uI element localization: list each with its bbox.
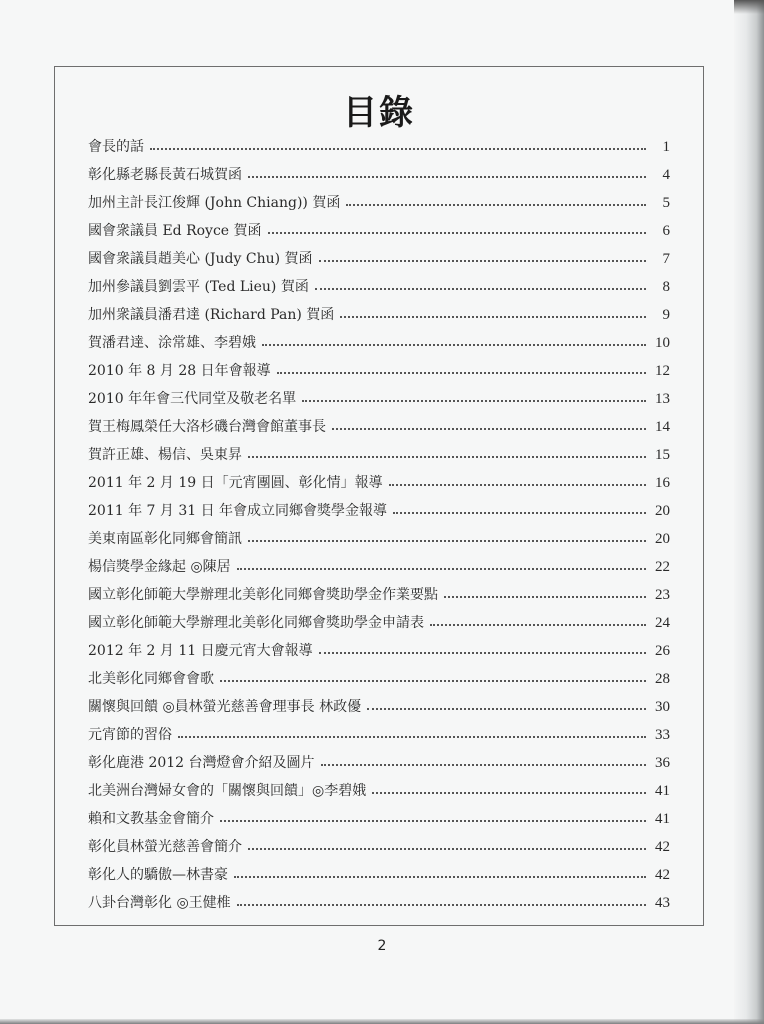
toc-entry-title: 彰化員林螢光慈善會簡介 [88,839,242,855]
dot-leader [367,708,646,710]
toc-entry-page: 13 [655,391,670,407]
toc-entry-title: 2011 年 7 月 31 日 年會成立同鄉會獎學金報導 [88,503,388,519]
toc-entry [88,133,670,161]
dot-leader [340,316,646,318]
toc-entry [88,161,670,189]
toc-entry-title: 關懷與回饋 ◎員林螢光慈善會理事長 林政優 [88,699,362,715]
toc-entry-title: 會長的話 [88,139,144,155]
toc-entry [88,329,670,357]
dot-leader [319,260,646,262]
toc-entry [88,721,670,749]
toc-entry [88,637,670,665]
toc-entry [88,777,670,805]
toc-entry [88,665,670,693]
toc-entry-page: 9 [662,307,670,323]
toc-entry-page: 41 [655,811,670,827]
toc-entry-title: 賀潘君達、涂常雄、李碧娥 [88,335,256,351]
toc-entry [88,889,670,917]
dot-leader [332,428,646,430]
toc-entry [88,189,670,217]
toc-entry-title: 彰化鹿港 2012 台灣燈會介紹及圖片 [88,755,315,771]
toc-entry-page: 16 [655,475,670,491]
toc-entry-title: 賴和文教基金會簡介 [88,811,214,827]
toc-entry-title: 八卦台灣彰化 ◎王健椎 [88,895,231,911]
toc-entry-page: 30 [655,699,670,715]
toc-entry-title: 美東南區彰化同鄉會簡訊 [88,531,242,547]
dot-leader [248,456,646,458]
toc-entry-title: 賀許正雄、楊信、吳東昇 [88,447,242,463]
toc-entry [88,245,670,273]
toc-entry-title: 北美洲台灣婦女會的「關懷與回饋」◎李碧娥 [88,783,367,799]
toc-entry [88,609,670,637]
dot-leader [302,400,646,402]
toc-entry-page: 6 [662,223,670,239]
toc-entry [88,749,670,777]
toc-entry-page: 10 [655,335,670,351]
toc-title: 目錄 [343,93,415,133]
toc-entry-page: 28 [655,671,670,687]
table-of-contents-box [54,66,704,926]
toc-entry [88,301,670,329]
dot-leader [315,288,646,290]
dot-leader [220,820,646,822]
toc-entry-title: 彰化縣老縣長黃石城賀函 [88,167,242,183]
page-corner-shadow [734,0,764,14]
toc-entry-title: 加州衆議員潘君達 (Richard Pan) 賀函 [88,307,335,323]
toc-entry-page: 1 [662,139,670,155]
dot-leader [346,204,646,206]
toc-entry-title: 國會衆議員趙美心 (Judy Chu) 賀函 [88,251,313,267]
dot-leader [237,904,646,906]
toc-entry [88,385,670,413]
toc-entry [88,693,670,721]
dot-leader [444,596,646,598]
toc-entry [88,833,670,861]
toc-entry-page: 42 [655,867,670,883]
toc-entry-page: 42 [655,839,670,855]
toc-entry-title: 北美彰化同鄉會會歌 [88,671,214,687]
dot-leader [321,764,646,766]
toc-entry-title: 2011 年 2 月 19 日「元宵團圓、彰化情」報導 [88,475,383,491]
toc-entry-page: 43 [655,895,670,911]
toc-entry-title: 國立彰化師範大學辦理北美彰化同鄉會獎助學金作業要點 [88,587,438,603]
toc-entry-page: 14 [655,419,670,435]
toc-entry-page: 5 [662,195,670,211]
toc-entry-title: 元宵節的習俗 [88,727,172,743]
toc-entry [88,805,670,833]
toc-entry-title: 2010 年 8 月 28 日年會報導 [88,363,271,379]
dot-leader [220,680,646,682]
toc-entry-page: 15 [655,447,670,463]
dot-leader [372,792,646,794]
toc-entry-page: 4 [662,167,670,183]
toc-entry-title: 國立彰化師範大學辦理北美彰化同鄉會獎助學金申請表 [88,615,424,631]
dot-leader [178,736,646,738]
toc-entry-title: 加州主計長江俊輝 (John Chiang)) 賀函 [88,195,341,211]
toc-entry-page: 12 [655,363,670,379]
toc-entry-title: 彰化人的驕傲—林書豪 [88,867,228,883]
dot-leader [277,372,646,374]
toc-entry [88,441,670,469]
dot-leader [248,848,646,850]
toc-entry [88,357,670,385]
dot-leader [150,148,646,150]
toc-entry-page: 23 [655,587,670,603]
dot-leader [319,652,646,654]
toc-entry [88,525,670,553]
dot-leader [389,484,646,486]
toc-entry-page: 22 [655,559,670,575]
dot-leader [262,344,646,346]
toc-entry [88,413,670,441]
toc-entry-title: 2012 年 2 月 11 日慶元宵大會報導 [88,643,313,659]
toc-entry-title: 國會衆議員 Ed Royce 賀函 [88,223,262,239]
dot-leader [234,876,646,878]
page-edge-shadow [734,0,764,1024]
toc-entry [88,469,670,497]
toc-entry-title: 楊信獎學金緣起 ◎陳居 [88,559,231,575]
toc-entry [88,861,670,889]
toc-entry-page: 8 [662,279,670,295]
toc-entry [88,497,670,525]
toc-entry-page: 41 [655,783,670,799]
dot-leader [268,232,646,234]
toc-entry-title: 2010 年年會三代同堂及敬老名單 [88,391,297,407]
toc-entry-page: 20 [655,531,670,547]
dot-leader [237,568,646,570]
toc-list [88,133,670,917]
dot-leader [248,176,646,178]
toc-entry [88,273,670,301]
dot-leader [393,512,646,514]
toc-entry-page: 26 [655,643,670,659]
toc-entry-page: 36 [655,755,670,771]
toc-entry-page: 7 [662,251,670,267]
dot-leader [430,624,646,626]
toc-entry-page: 33 [655,727,670,743]
dot-leader [248,540,646,542]
toc-entry-page: 20 [655,503,670,519]
toc-entry-title: 加州參議員劉雲平 (Ted Lieu) 賀函 [88,279,309,295]
page-number: 2 [377,938,387,954]
toc-entry-title: 賀王梅鳳榮任大洛杉磯台灣會館董事長 [88,419,326,435]
toc-entry [88,217,670,245]
toc-entry-page: 24 [655,615,670,631]
page-bottom-edge [0,1019,764,1024]
toc-entry [88,581,670,609]
toc-entry [88,553,670,581]
